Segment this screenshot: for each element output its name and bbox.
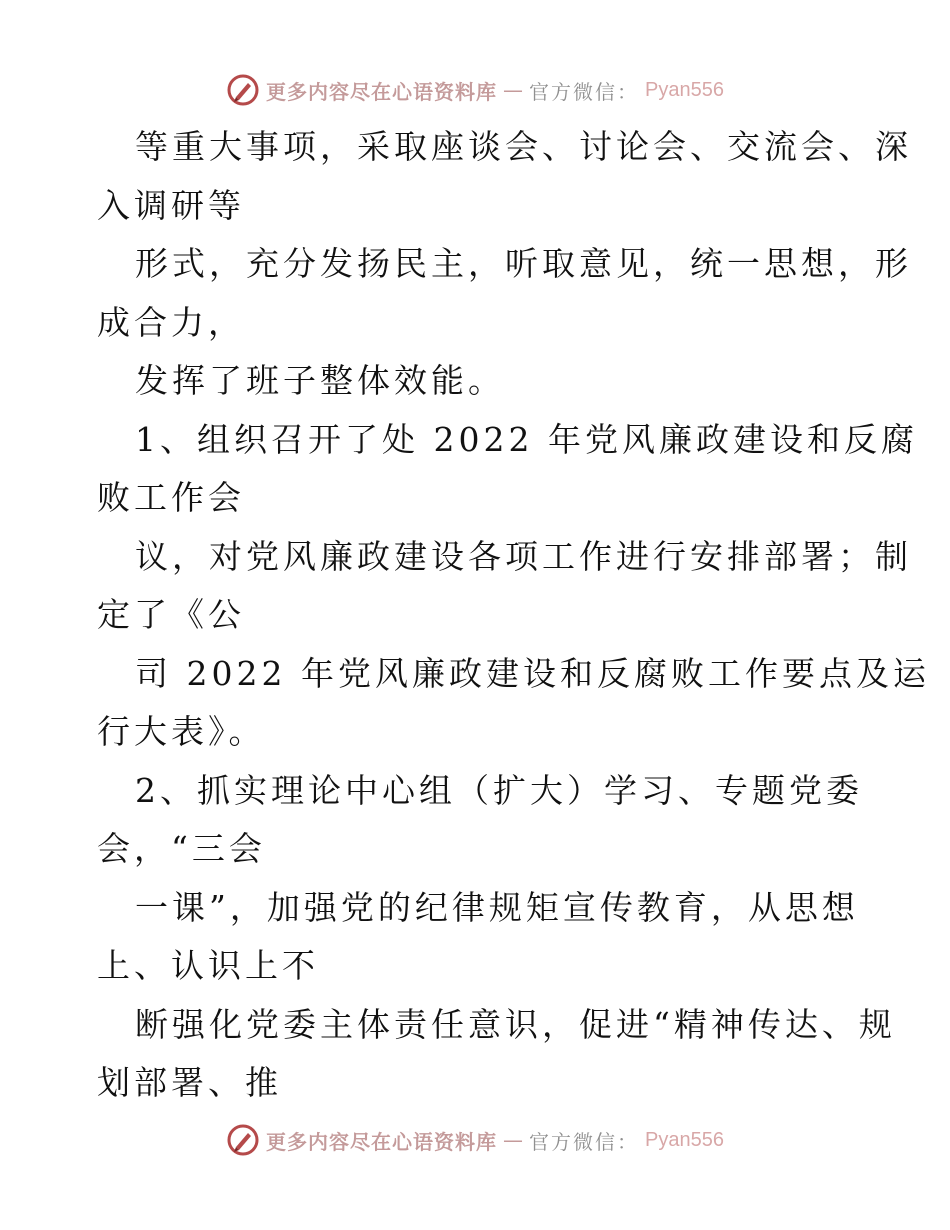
text-line: 2、抓实理论中心组（扩大）学习、专题党委 <box>135 770 863 810</box>
document-body <box>97 118 930 1113</box>
watermark-header <box>0 70 950 110</box>
text-line: 定了《公 <box>97 595 245 634</box>
text-line: 成合力， <box>97 302 245 342</box>
watermark-separator: — <box>503 78 524 102</box>
text-line: 1、组织召开了处 2022 年党风廉政建设和反腐 <box>135 419 918 459</box>
text-line: 形式，充分发扬民主，听取意见，统一思想，形 <box>135 244 912 283</box>
text-line: 一课”，加强党的纪律规矩宣传教育，从思想 <box>135 887 859 927</box>
text-line: 划部署、推 <box>97 1063 282 1102</box>
watermark-text: 更多内容尽在心语资料库 <box>266 1129 498 1154</box>
watermark-wechat-id: Pyan556 <box>645 1128 724 1151</box>
watermark-footer <box>0 1120 950 1160</box>
text-line: 断强化党委主体责任意识，促进“精神传达、规 <box>135 1004 896 1044</box>
text-line: 入调研等 <box>97 185 245 225</box>
watermark-text: 更多内容尽在心语资料库 <box>266 79 498 104</box>
text-line: 上、认识上不 <box>97 946 319 985</box>
text-line: 议，对党风廉政建设各项工作进行安排部署；制 <box>135 536 912 576</box>
text-line: 会，“三会 <box>97 829 266 868</box>
text-line: 败工作会 <box>97 478 245 517</box>
pen-logo-icon <box>226 73 260 107</box>
watermark-wechat-label: 官方微信： <box>529 79 640 104</box>
text-line: 司 2022 年党风廉政建设和反腐败工作要点及运 <box>135 653 930 693</box>
text-line: 等重大事项，采取座谈会、讨论会、交流会、深 <box>135 127 912 166</box>
text-line: 发挥了班子整体效能。 <box>135 361 505 400</box>
watermark-separator: — <box>503 1128 524 1152</box>
watermark-wechat-label: 官方微信： <box>529 1129 640 1154</box>
watermark-wechat-id: Pyan556 <box>645 78 724 101</box>
text-line: 行大表》。 <box>97 712 266 751</box>
pen-logo-icon <box>226 1123 260 1157</box>
